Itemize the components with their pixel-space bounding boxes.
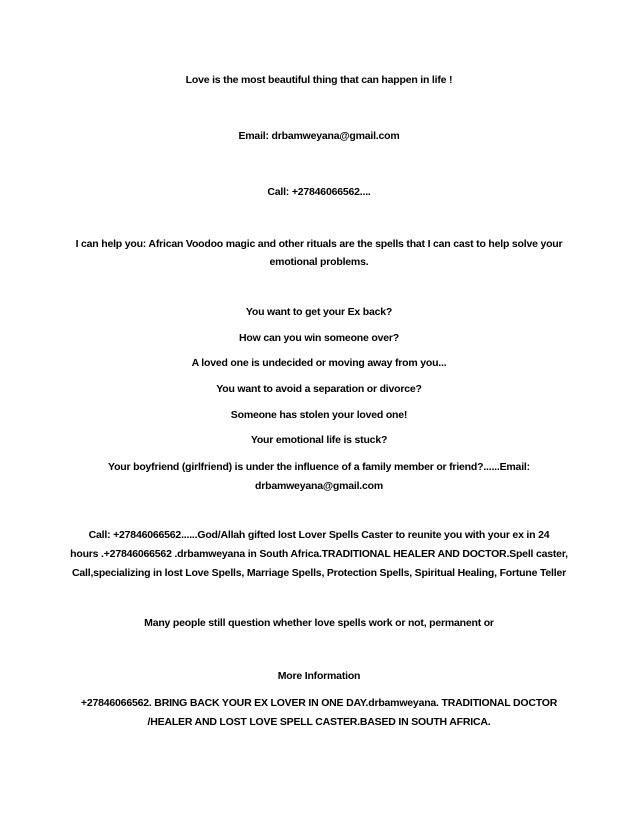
influence-line-1: Your boyfriend (girlfriend) is under the influence of a family member or friend?......Email:: [108, 461, 530, 473]
more-information-heading: More Information: [277, 670, 361, 682]
bring-back-line-1: +27846066562. BRING BACK YOUR EX LOVER IN ONE DAY.drbamweyana. TRADITIONAL DOCTOR: [80, 697, 558, 709]
question-item: A loved one is undecided or moving away from you...: [191, 357, 447, 369]
email-line: Email: drbamweyana@gmail.com: [238, 130, 400, 142]
question-paragraph: Many people still question whether love spells work or not, permanent or: [144, 617, 494, 629]
question-item: You want to get your Ex back?: [245, 306, 393, 318]
help-paragraph-line-1: I can help you: African Voodoo magic and other rituals are the spells that I can cast to help solve your: [75, 238, 563, 250]
call-block-line-3: Call,specializing in lost Love Spells, Marriage Spells, Protection Spells, Spiritual Healing, Fortune Teller: [72, 567, 566, 579]
question-item: You want to avoid a separation or divorce?: [216, 383, 422, 395]
call-block-line-2: hours .+27846066562 .drbamweyana in South Africa.TRADITIONAL HEALER AND DOCTOR.Spell caster,: [70, 548, 568, 560]
love-heading: Love is the most beautiful thing that can happen in life !: [185, 74, 453, 86]
question-item: Your emotional life is stuck?: [250, 434, 388, 446]
help-paragraph-line-2: emotional problems.: [269, 256, 369, 268]
call-block-line-1: Call: +27846066562......God/Allah gifted lost Lover Spells Caster to reunite you with your ex in 24: [88, 529, 550, 541]
call-line: Call: +27846066562....: [267, 186, 371, 198]
question-item: How can you win someone over?: [239, 332, 399, 344]
question-item: Someone has stolen your loved one!: [230, 409, 408, 421]
bring-back-line-2: /HEALER AND LOST LOVE SPELL CASTER.BASED IN SOUTH AFRICA.: [147, 716, 491, 728]
influence-line-2: drbamweyana@gmail.com: [255, 480, 383, 492]
